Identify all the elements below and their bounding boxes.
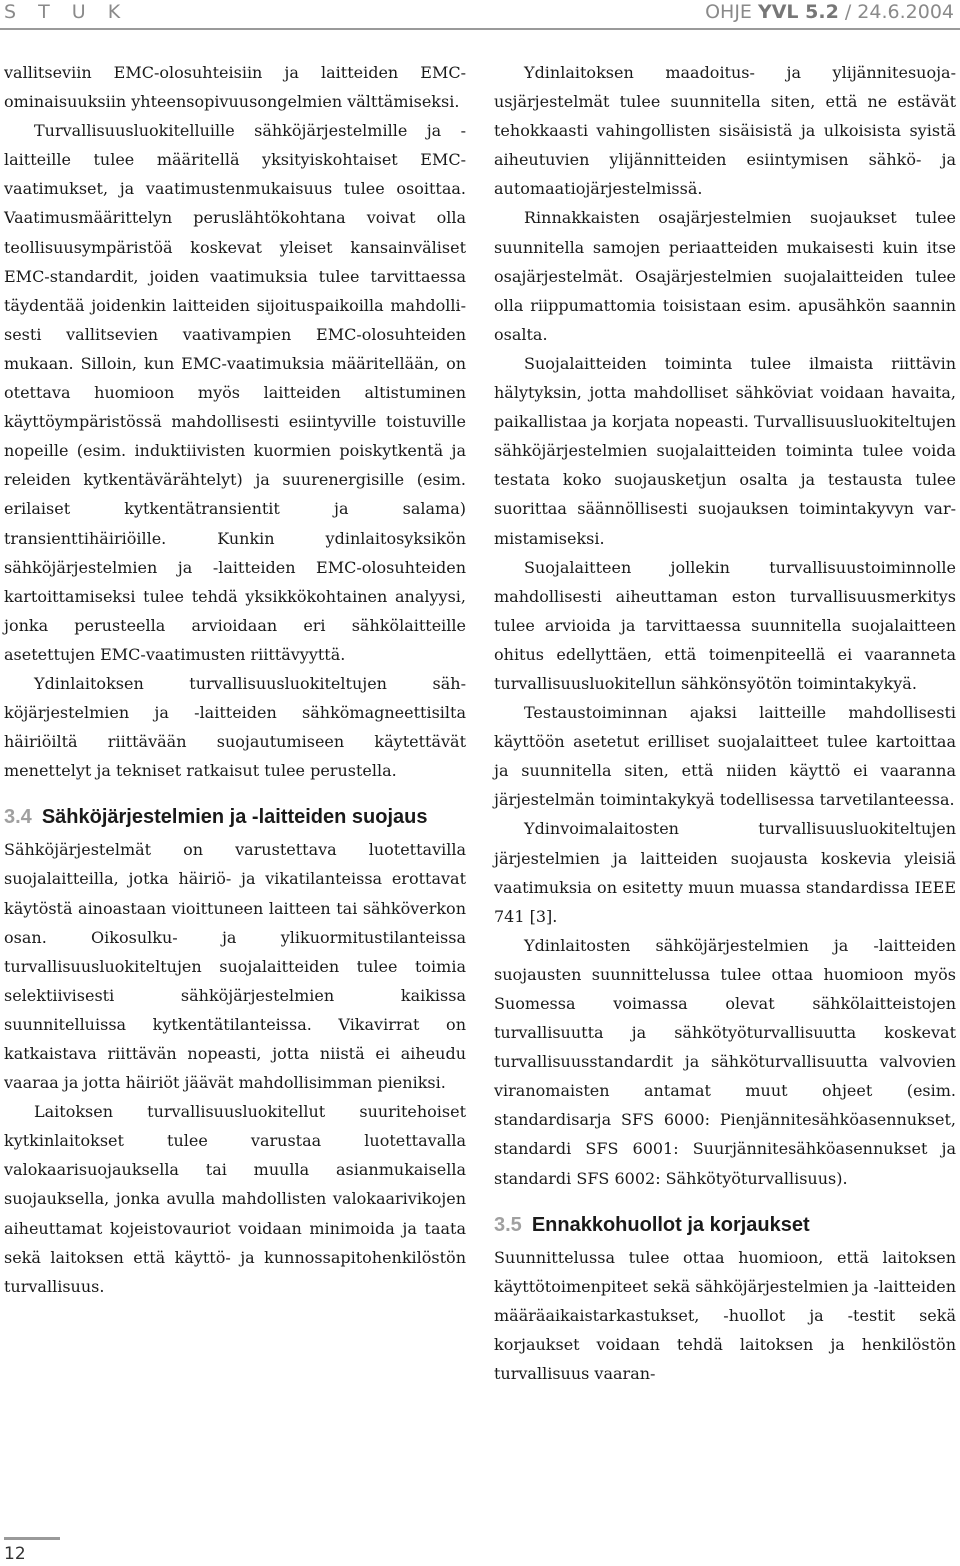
right-column (494, 58, 956, 1388)
section-number: 3.4 (4, 806, 32, 829)
section-title: Sähköjärjestelmien ja -laitteiden suojaus (41, 806, 428, 829)
paragraph: Suojalaitteiden toiminta tulee ilmaista riittävin hälytyksin, jotta mahdolliset sähköviat voidaan havaita, paikallistaa ja korjata nopeasti. Turvallisuusluokiteltujen sähköjärjestelmien suojalaitteiden toiminta tulee voida testata koko suojausketjun osalta ja testausta tulee suorittaa säännöllisesti suojauksen toimintakyvyn varmistamiseksi. (494, 353, 956, 548)
page-number: 12 (4, 1544, 26, 1564)
paragraph: Laitoksen turvallisuusluokitellut suuritehoiset kytkinlaitokset tulee varustaa luotettavalla valokaarisuojauksella tai muulla asianmukaisella suojauksella, jonka avulla mahdollisten valokaarivikojen aiheuttamat kojeistovauriot voidaan minimoida ja taata sekä laitoksen että käyttö- ja kunnossapitohenkilöstön turvallisuus. (4, 1102, 466, 1296)
footer-rule (4, 1537, 60, 1540)
paragraph: Ydinvoimalaitosten turvallisuusluokiteltujen järjestelmien ja laitteiden suojausta koskevia yleisiä vaatimuksia on esitetty muun muassa standardissa IEEE 741 [3]. (494, 819, 956, 926)
paragraph: Rinnakkaisten osajärjestelmien suojaukset tulee suunnitella samojen periaatteiden mukaisesti kuin itse osajärjestelmät. Osajärjestelmien suojalaitteiden tulee olla riippumattomia toisistaan esim. apusähkön saannin osalta. (494, 208, 956, 344)
paragraph: Ydinlaitoksen turvallisuusluokiteltujen sähköjärjestelmien ja -laitteiden sähkömagneettisilta häiriöiltä riittävään suojautumiseen käytettävät menettelyt ja tekniset ratkaisut tulee perustella. (4, 673, 466, 781)
paragraph: Suunnittelussa tulee ottaa huomioon, että laitoksen käyttötoimenpiteet sekä sähköjärjestelmien ja -laitteiden määräaikaistarkastukset, -huollot ja -testit sekä korjaukset voidaan tehdä laitoksen ja henkilöstön turvallisuus vaaran- (494, 1247, 956, 1384)
guide-code: YVL 5.2 (757, 1, 839, 23)
paragraph: Testaustoiminnan ajaksi laitteille mahdollisesti käyttöön asetetut erilliset suojalaitteet tulee kartoittaa ja suunnitella siten, että niiden käyttö ei vaaranna järjestelmän toimintakykyä todellisessa tarvetilanteessa. (494, 703, 956, 810)
guide-date: / 24.6.2004 (838, 1, 954, 23)
section-number: 3.5 (494, 1213, 522, 1236)
paragraph: vallitseviin EMC-olosuhteisiin ja laitteiden EMC-ominaisuuksiin yhteensopivuusongelmien välttämiseksi. (4, 63, 466, 112)
guide-prefix: OHJE (705, 1, 758, 23)
paragraph: Turvallisuusluokitelluille sähköjärjestelmille ja -laitteille tulee määritellä yksityiskohtaiset EMC-vaatimukset, ja vaatimustenmukaisuus tulee osoittaa. Vaatimusmäärittelyn peruslähtökohtana voivat olla teollisuusympäristöä koskevat yleiset kansainväliset EMC-standardit, joiden vaatimuksia tulee tarvittaessa täydentää joidenkin laitteiden sijoituspaikoilla mahdollisesti vallitsevien vaativampien EMC-olosuhteiden mukaan. Silloin, kun EMC-vaatimuksia määritellään, on otettava huomioon myös laitteiden altistuminen käyttöympäristössä mahdollisesti esiintyville toistuville nopeille (esim. induktiivisten kuormien poiskytkentä ja releiden kytkentävärähtelyt) ja suurenergisille (esim. erilaiset kytkentätransientit ja salama) transienttihäiriöille. Kunkin ydinlaitosyksikön sähköjärjestelmien ja -laitteiden EMC-olosuhteiden kartoittamiseksi tulee tehdä yksikkökohtainen analyysi, jonka perusteella arvioidaan eri sähkölaitteille asetettujen EMC-vaatimusten riittävyyttä. (4, 121, 466, 664)
guide-reference (705, 1, 954, 23)
section-heading-3-4 (4, 803, 466, 832)
series-name: S T U K (4, 1, 129, 23)
paragraph: Ydinlaitoksen maadoitus- ja ylijännitesuojausjärjestelmät tulee suunnitella siten, että ne estävät tehokkaasti vahingollisten sisäisistä ja ulkoisista syistä aiheutuvien ylijännitteiden esiintymisen sähkö- ja automaatiojärjestelmissä. (494, 63, 956, 199)
paragraph: Suojalaitteen jollekin turvallisuustoiminnolle mahdollisesti aiheuttaman eston turvallisuusmerkitys tulee arvioida ja tarvittaessa suunnitella suojalaitteen ohitus edellyttäen, että toimenpiteellä ei vaaranneta turvallisuusluokitellun sähkönsyötön toimintakykyä. (494, 557, 956, 693)
paragraph: Sähköjärjestelmät on varustettava luotettavilla suojalaitteilla, jotka häiriö- ja vikatilanteissa erottavat käytöstä ainoastaan vioittuneen laitteen tai sähköverkon osan. Oikosulku- ja ylikuormitustilanteissa turvallisuusluokiteltujen suojalaitteiden tulee toimia selektiivisesti sähköjärjestelmien kaikissa suunnitelluissa kytkentätilanteissa. Vikavirrat on katkaistava riittävän nopeasti, jotta niistä ei aiheudu vaaraa ja jotta häiriöt jäävät mahdollisimman pieniksi. (4, 840, 466, 1093)
running-header (0, 0, 960, 30)
left-column (4, 58, 466, 1301)
section-title: Ennakkohuollot ja korjaukset (531, 1213, 810, 1236)
section-heading-3-5 (494, 1211, 956, 1240)
paragraph: Ydinlaitosten sähköjärjestelmien ja -laitteiden suojausten suunnittelussa tulee ottaa huomioon myös Suomessa voimassa olevat sähkölaitteistojen turvallisuutta ja sähkötyöturvallisuutta koskevat turvallisuusstandardit ja sähköturvallisuutta valvovien viranomaisten antamat muut ohjeet (esim. standardisarja SFS 6000: Pienjännitesähköasennukset, standardi SFS 6001: Suurjännitesähköasennukset ja standardi SFS 6002: Sähkötyöturvallisuus). (494, 935, 956, 1188)
